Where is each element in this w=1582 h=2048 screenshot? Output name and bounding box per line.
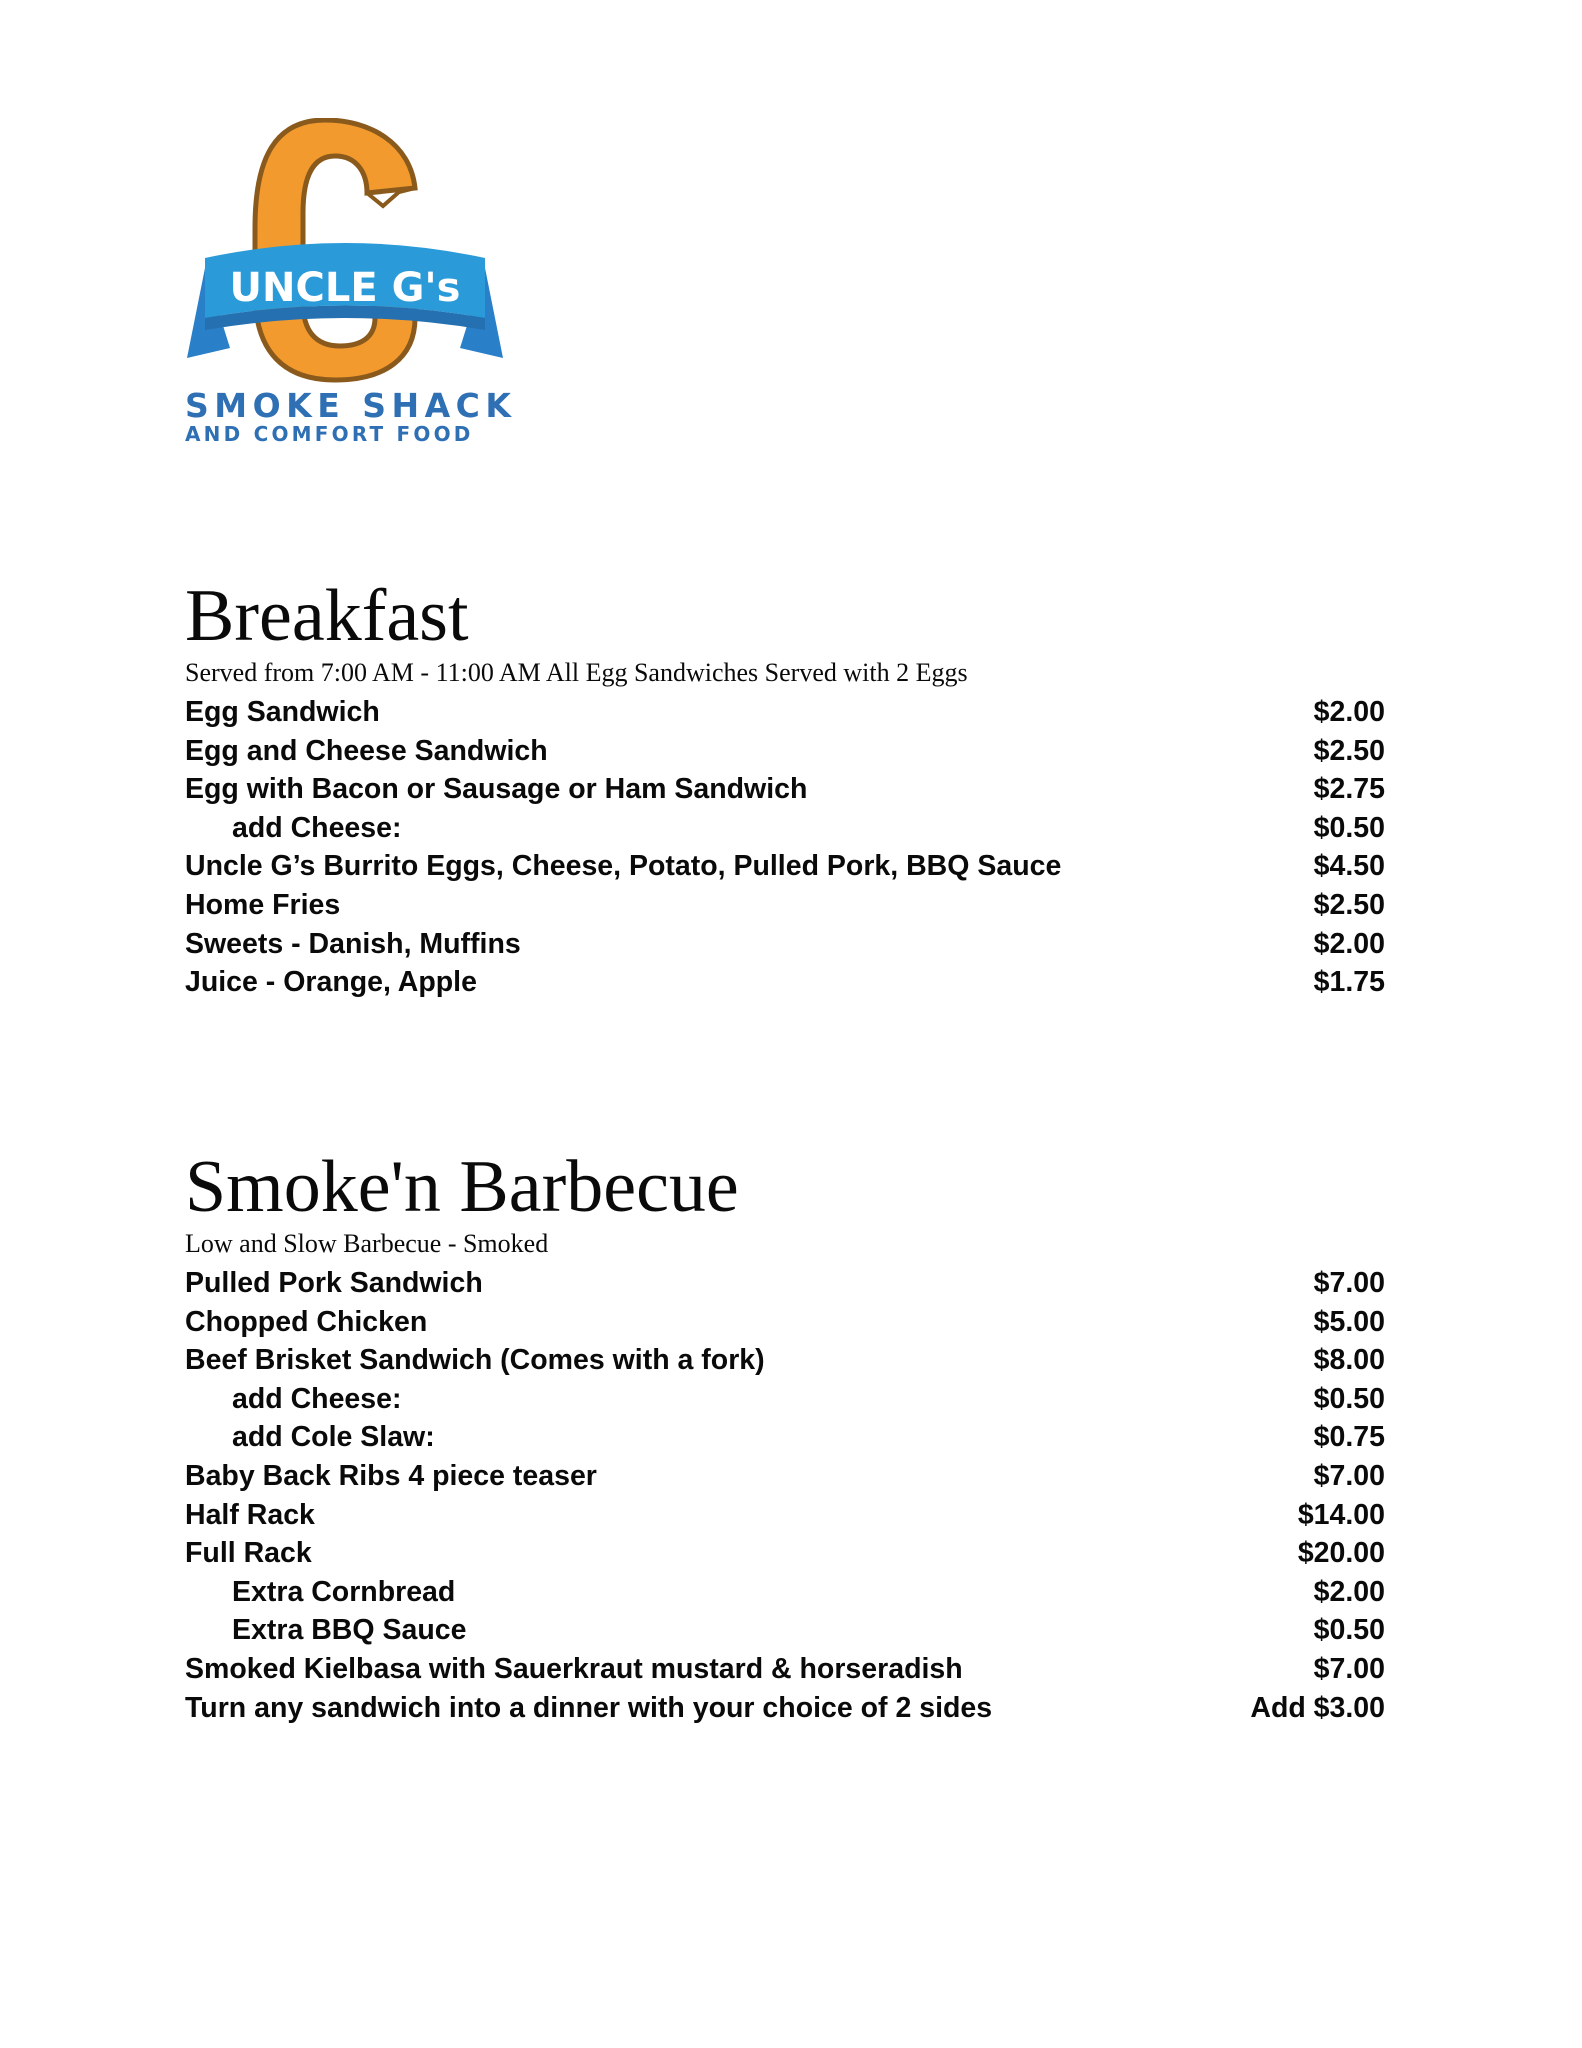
breakfast-heading: Breakfast bbox=[185, 575, 469, 657]
item-name: Baby Back Ribs 4 piece teaser bbox=[185, 1459, 597, 1492]
item-name: Uncle G’s Burrito Eggs, Cheese, Potato, Pulled Pork, BBQ Sauce bbox=[185, 850, 1062, 883]
item-price: $8.00 bbox=[1313, 1344, 1385, 1377]
item-name: Home Fries bbox=[185, 888, 341, 921]
menu-item bbox=[185, 886, 1385, 925]
item-name: Turn any sandwich into a dinner with your choice of 2 sides bbox=[185, 1691, 993, 1724]
logo-title: SMOKE SHACK bbox=[185, 386, 517, 425]
item-price: $2.00 bbox=[1313, 696, 1385, 728]
menu-addon bbox=[185, 1418, 1385, 1457]
item-name: add Cheese: bbox=[232, 811, 402, 844]
item-name: Pulled Pork Sandwich bbox=[185, 1267, 483, 1299]
item-price: $2.50 bbox=[1313, 734, 1385, 767]
item-name: Smoked Kielbasa with Sauerkraut mustard & horseradish bbox=[185, 1652, 963, 1685]
item-name: Half Rack bbox=[185, 1498, 315, 1531]
logo-subtitle: AND COMFORT FOOD bbox=[185, 422, 474, 446]
item-name: Egg Sandwich bbox=[185, 696, 380, 728]
item-price: $2.75 bbox=[1313, 773, 1385, 806]
item-price: $0.50 bbox=[1313, 1382, 1385, 1415]
breakfast-section bbox=[185, 575, 1385, 1002]
item-name: Extra BBQ Sauce bbox=[232, 1614, 467, 1647]
menu-item bbox=[185, 1303, 1385, 1342]
menu-item bbox=[185, 963, 1385, 1002]
menu-item bbox=[185, 1534, 1385, 1573]
item-name: Extra Cornbread bbox=[232, 1575, 456, 1608]
menu-addon bbox=[185, 809, 1385, 848]
menu-item bbox=[185, 847, 1385, 886]
item-price: $2.50 bbox=[1313, 888, 1385, 921]
menu-addon bbox=[185, 1611, 1385, 1650]
breakfast-item-list bbox=[185, 693, 1385, 1002]
item-price: $7.00 bbox=[1313, 1267, 1385, 1299]
menu-item bbox=[185, 1496, 1385, 1535]
item-price: $0.50 bbox=[1313, 811, 1385, 844]
bbq-item-list bbox=[185, 1264, 1385, 1727]
logo-g-emblem bbox=[185, 118, 505, 388]
item-price: $7.00 bbox=[1313, 1459, 1385, 1492]
item-price: $0.75 bbox=[1313, 1421, 1385, 1454]
item-price: $2.00 bbox=[1313, 1575, 1385, 1608]
menu-item bbox=[185, 1650, 1385, 1689]
menu-item bbox=[185, 1689, 1385, 1728]
bbq-section bbox=[185, 1146, 1385, 1727]
item-price: Add $3.00 bbox=[1250, 1691, 1385, 1724]
menu-item bbox=[185, 1341, 1385, 1380]
item-price: $0.50 bbox=[1313, 1614, 1385, 1647]
item-price: $4.50 bbox=[1313, 850, 1385, 883]
item-name: Juice - Orange, Apple bbox=[185, 966, 477, 999]
item-name: Sweets - Danish, Muffins bbox=[185, 927, 521, 960]
menu-item bbox=[185, 1457, 1385, 1496]
item-price: $1.75 bbox=[1313, 966, 1385, 999]
item-name: add Cheese: bbox=[232, 1382, 402, 1415]
item-price: $14.00 bbox=[1297, 1498, 1385, 1531]
item-price: $5.00 bbox=[1313, 1305, 1385, 1338]
menu-item bbox=[185, 770, 1385, 809]
bbq-subtitle: Low and Slow Barbecue - Smoked bbox=[185, 1229, 549, 1258]
item-name: Chopped Chicken bbox=[185, 1305, 428, 1338]
item-name: Egg and Cheese Sandwich bbox=[185, 734, 548, 767]
menu-item bbox=[185, 732, 1385, 771]
menu-item bbox=[185, 925, 1385, 964]
bbq-heading: Smoke'n Barbecue bbox=[185, 1146, 739, 1228]
menu-item bbox=[185, 1264, 1385, 1303]
item-name: Beef Brisket Sandwich (Comes with a fork) bbox=[185, 1344, 765, 1377]
menu-addon bbox=[185, 1380, 1385, 1419]
logo-banner-text: UNCLE G's bbox=[229, 265, 461, 311]
item-price: $2.00 bbox=[1313, 927, 1385, 960]
menu-addon bbox=[185, 1573, 1385, 1612]
item-name: Egg with Bacon or Sausage or Ham Sandwich bbox=[185, 773, 808, 806]
item-price: $7.00 bbox=[1313, 1652, 1385, 1685]
logo bbox=[185, 118, 517, 448]
item-name: add Cole Slaw: bbox=[232, 1421, 435, 1454]
menu-item bbox=[185, 693, 1385, 732]
item-name: Full Rack bbox=[185, 1537, 312, 1570]
breakfast-subtitle: Served from 7:00 AM - 11:00 AM All Egg Sandwiches Served with 2 Eggs bbox=[185, 658, 968, 687]
item-price: $20.00 bbox=[1297, 1537, 1385, 1570]
